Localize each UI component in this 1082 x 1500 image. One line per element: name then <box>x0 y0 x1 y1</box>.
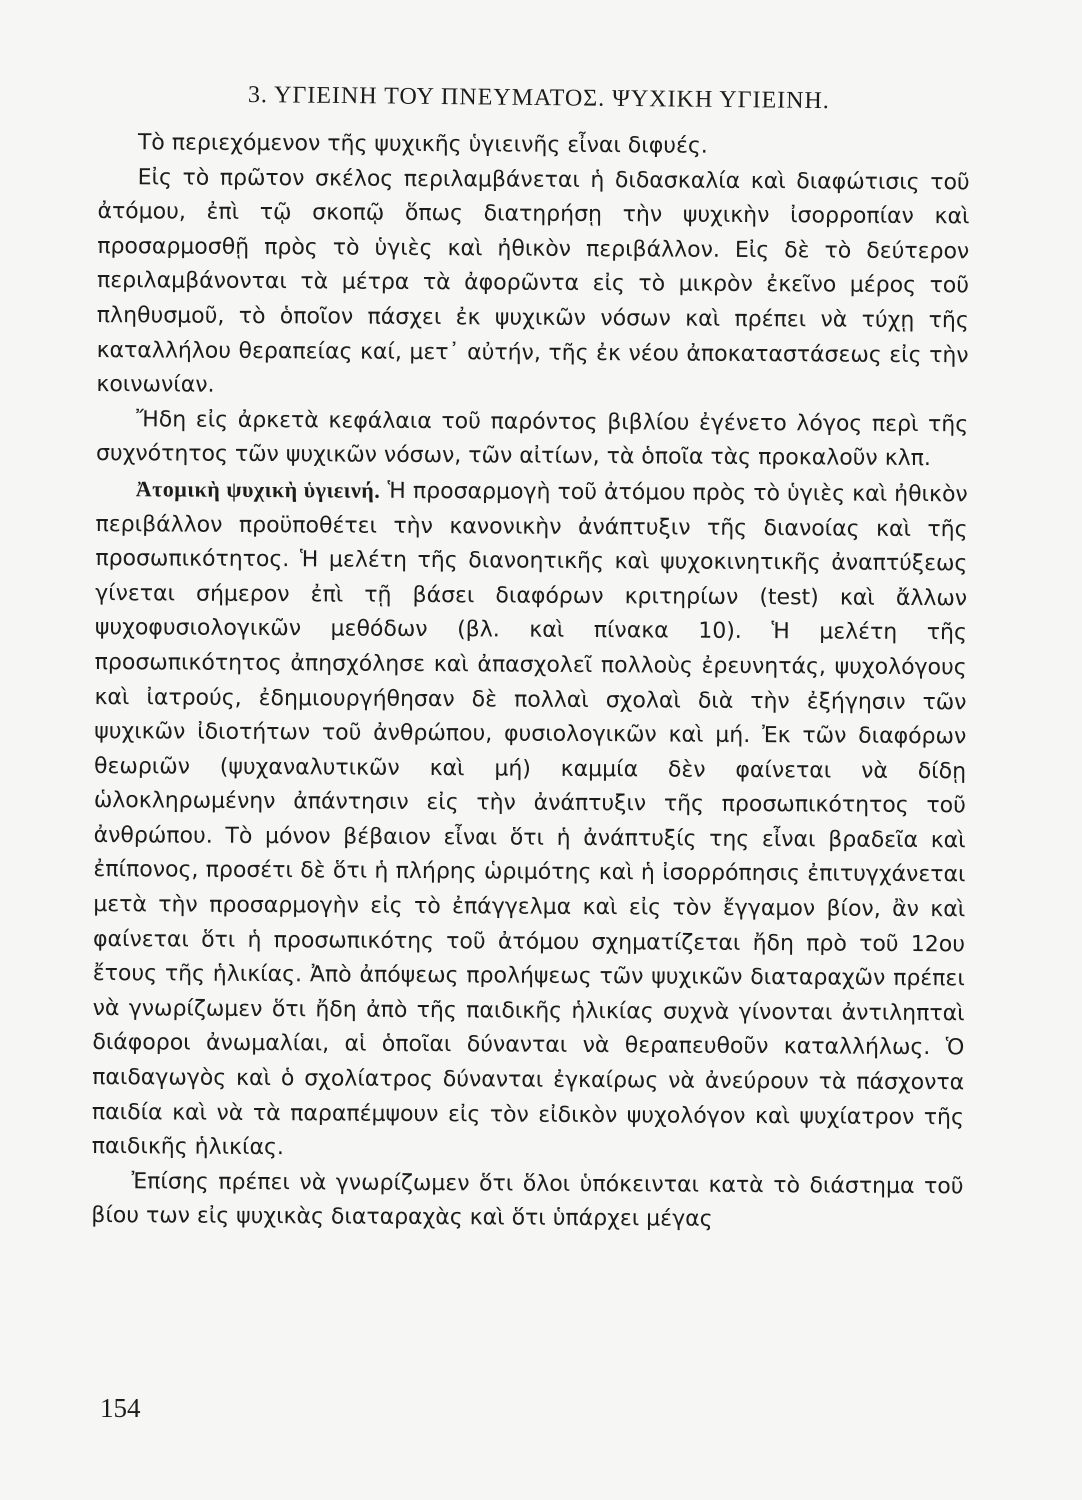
page-number: 154 <box>100 1393 141 1423</box>
body-text <box>91 126 970 1239</box>
section-heading: 3. ΥΓΙΕΙΝΗ ΤΟΥ ΠΝΕΥΜΑΤΟΣ. ΨΥΧΙΚΗ ΥΓΙΕΙΝΗ. <box>247 82 830 115</box>
paragraph-final: Ἐπίσης πρέπει νὰ γνωρίζωμεν ὅτι ὅλοι ὑπόκεινται κατὰ τὸ διάστημα τοῦ βίου των εἰς ψυχικὰς διαταραχὰς καὶ ὅτι ὑπάρχει μέγας <box>91 1169 964 1233</box>
subsection-title: Ἀτομικὴ ψυχικὴ ὑγιεινή. <box>135 476 381 503</box>
paragraph-two-parts: Εἰς τὸ πρῶτον σκέλος περιλαμβάνεται ἡ διδασκαλία καὶ διαφώτισις τοῦ ἀτόμου, ἐπὶ τῷ σκοπῷ ὅπως διατηρήσῃ τὴν ψυχικὴν ἰσορροπίαν καὶ προσαρμοσθῇ πρὸς τὸ ὑγιὲς καὶ ἠθικὸν περιβάλλον. Εἰς δὲ τὸ δεύτερον περιλαμβάνονται τὰ μέτρα τὰ ἀφορῶντα εἰς τὸ μικρὸν ἐκεῖνο μέρος τοῦ πληθυσμοῦ, τὸ ὁποῖον πάσχει ἐκ ψυχικῶν νόσων καὶ πρέπει νὰ τύχῃ τῆς καταλλήλου θεραπείας καί, μετ᾽ αὐτήν, τῆς ἐκ νέου ἀποκαταστάσεως εἰς τὴν κοινωνίαν. <box>96 164 970 398</box>
paragraph-intro: Τὸ περιεχόμενον τῆς ψυχικῆς ὑγιεινῆς εἶναι διφυές. <box>137 130 708 159</box>
paragraph-previous-chapters: Ἤδη εἰς ἀρκετὰ κεφάλαια τοῦ παρόντος βιβλίου ἐγένετο λόγος περὶ τῆς συχνότητος τῶν ψυχικῶν νόσων, τῶν αἰτίων, τὰ ὁποῖα τὰς προκαλοῦν κλπ. <box>95 406 969 472</box>
paragraph-individual-hygiene <box>92 472 968 1170</box>
subsection-text: Ἡ προσαρμογὴ τοῦ ἀτόμου πρὸς τὸ ὑγιὲς καὶ ἠθικὸν περιβάλλον προϋποθέτει τὴν κανονικὴν ἀνάπτυξιν τῆς διανοίας καὶ τῆς προσωπικότητος. Ἡ μελέτη τῆς διανοητικῆς καὶ ψυχοκινητικῆς ἀναπτύξεως γίνεται σήμερον ἐπὶ τῇ βάσει διαφόρων κριτηρίων (test) καὶ ἄλλων ψυχοφυσιολογικῶν μεθόδων (βλ. καὶ πίνακα 10). Ἡ μελέτη τῆς προσωπικότητος ἀπησχόλησε καὶ ἀπασχολεῖ πολλοὺς ἐρευνητάς, ψυχολόγους καὶ ἰατρούς, ἐδημιουργήθησαν δὲ πολλαὶ σχολαὶ διὰ τὴν ἐξήγησιν τῶν ψυχικῶν ἰδιοτήτων τοῦ ἀνθρώπου, φυσιολογικῶν καὶ μή. Ἐκ τῶν διαφόρων θεωριῶν (ψυχαναλυτικῶν καὶ μή) καμμία δὲν φαίνεται νὰ δίδῃ ὡλοκληρωμένην ἀπάντησιν εἰς τὴν ἀνάπτυξιν τῆς προσωπικότητος τοῦ ἀνθρώπου. Τὸ μόνον βέβαιον εἶναι ὅτι ἡ ἀνάπτυξίς της εἶναι βραδεῖα καὶ ἐπίπονος, προσέτι δὲ ὅτι ἡ πλήρης ὡριμότης καὶ ἡ ἰσορρόπησις ἐπιτυγχάνεται μετὰ τὴν προσαρμογὴν εἰς τὸ ἐπάγγελμα καὶ εἰς τὸν ἔγγαμον βίον, ἂν καὶ φαίνεται ὅτι ἡ προσωπικότης τοῦ ἀτόμου σχηματίζεται ἤδη πρὸ τοῦ 12ου ἔτους τῆς ἡλικίας. Ἀπὸ ἀπόψεως προλήψεως τῶν ψυχικῶν διαταραχῶν πρέπει νὰ γνωρίζωμεν ὅτι ἤδη ἀπὸ τῆς παιδικῆς ἡλικίας συχνὰ γίνονται ἀντιληπταὶ διάφοροι ἀνωμαλίαι, αἱ ὁποῖαι δύνανται νὰ θεραπευθοῦν καταλλήλως. Ὁ παιδαγωγὸς καὶ ὁ σχολίατρος δύνανται ἐγκαίρως νὰ ἀνεύρουν τὰ πάσχοντα παιδία καὶ νὰ τὰ παραπέμψουν εἰς τὸν εἰδικὸν ψυχολόγον καὶ ψυχίατρον τῆς παιδικῆς ἡλικίας. <box>91 478 968 1161</box>
